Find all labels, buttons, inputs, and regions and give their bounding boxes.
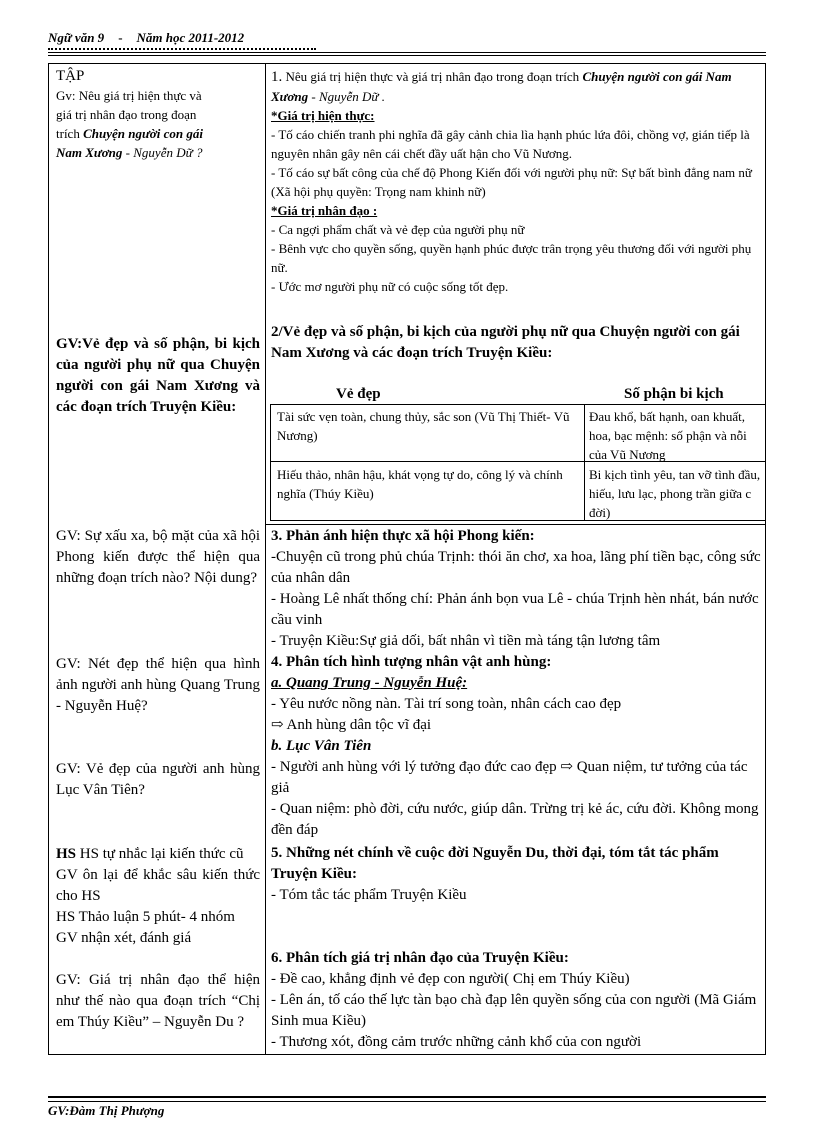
section-3-point: - Hoàng Lê nhất thống chí: Phản ánh bọn vua Lê - chúa Trịnh hèn nhát, bán nước cầu vinh: [271, 591, 759, 628]
section-5-title: 5. Những nét chính về cuộc đời Nguyễn Du, thời đại, tóm tắt tác phẩm Truyện Kiều:: [271, 845, 719, 882]
left-line: [56, 143, 260, 162]
left-block-1: [56, 67, 260, 162]
hero-b-point: - Quan niệm: phò đời, cứu nước, giúp dân. Trừng trị kẻ ác, cứu đời. Không mong đền đáp: [271, 801, 759, 838]
left-heading: TẬP: [56, 68, 85, 84]
left-question-2: GV:Vẻ đẹp và số phận, bi kịch của người phụ nữ qua Chuyện người con gái Nam Xương và các đoạn trích Truyện Kiều:: [56, 336, 260, 415]
section-6-title: 6. Phân tích giá trị nhân đạo của Truyện Kiều:: [271, 950, 569, 966]
left-activity-block: [56, 844, 260, 949]
section-3-point: -Chuyện cũ trong phủ chúa Trịnh: thói ăn chơ, xa hoa, lãng phí tiền bạc, công sức của nhân dân: [271, 549, 761, 586]
section-5-point: - Tóm tắc tác phẩm Truyện Kiều: [271, 887, 467, 903]
section-1-title: [271, 67, 761, 106]
section-5: [271, 843, 763, 906]
section-1-text: Nêu giá trị hiện thực và giá trị nhân đạo trong đoạn trích: [282, 69, 583, 84]
section-1-author: - Nguyễn Dữ .: [308, 89, 385, 104]
lesson-table: [48, 63, 766, 1055]
humanity-point: - Ca ngợi phẩm chất và vẻ đẹp của người phụ nữ: [271, 222, 525, 237]
left-line: Gv: Nêu giá trị hiện thực và: [56, 88, 202, 103]
inner-cell: Tài sức vẹn toàn, chung thủy, sắc son (Vũ Thị Thiết- Vũ Nương): [277, 409, 570, 443]
hero-b-text: Quan niệm, tư tưởng của tác giả: [271, 759, 748, 796]
header-double-rule: [48, 52, 766, 56]
left-text: HS tự nhắc lại kiến thức cũ: [79, 846, 244, 862]
left-title-em: Nam Xương: [56, 145, 123, 160]
footer-double-rule: [48, 1096, 766, 1102]
section-3: [271, 526, 763, 652]
left-activity: HS HS tự nhắc lại kiến thức cũ: [56, 846, 244, 862]
humanity-heading: *Giá trị nhân đạo :: [271, 203, 378, 218]
left-text: trích: [56, 126, 84, 141]
left-question-4: GV: Nét đẹp thể hiện qua hình ảnh người anh hùng Quang Trung - Nguyễn Huệ?: [56, 656, 260, 714]
arrow-right-icon: ⇨: [560, 759, 573, 775]
humanity-point: - Bênh vực cho quyền sống, quyền hạnh phúc được trân trọng yêu thương đối với người phụ nữ.: [271, 241, 752, 275]
inner-cell: Đau khổ, bất hạnh, oan khuất, hoa, bạc mệnh: số phận và nỗi của Vũ Nương: [589, 409, 747, 462]
hero-b-text: - Người anh hùng với lý tưởng đạo đức cao đẹp: [271, 759, 561, 775]
row-divider: [265, 524, 765, 525]
header-subject: Ngữ văn 9: [48, 30, 105, 45]
left-activity: HS Thảo luận 5 phút- 4 nhóm: [56, 909, 235, 925]
section-2-title: 2/Vẻ đẹp và số phận, bi kịch của người phụ nữ qua Chuyện người con gái Nam Xương và các đoạn trích Truyện Kiều:: [271, 324, 740, 361]
hero-b-title: b. Lục Vân Tiên: [271, 738, 372, 754]
header-separator: -: [118, 30, 123, 45]
inner-table-header-beauty: Vẻ đẹp: [336, 386, 381, 402]
left-line: giá trị nhân đạo trong đoạn: [56, 107, 197, 122]
inner-table-header-fate: Số phận bi kịch: [624, 386, 724, 402]
left-question-3: GV: Sự xấu xa, bộ mặt của xã hội Phong kiến được thể hiện qua những đoạn trích nào? Nội dung?: [56, 528, 260, 586]
hero-a-conclusion-text: Anh hùng dân tộc vĩ đại: [283, 717, 432, 733]
section-1: [271, 67, 761, 296]
hero-a-conclusion: [271, 715, 763, 736]
realism-point: - Tố cáo chiến tranh phi nghĩa đã gây cảnh chia lìa hạnh phúc lứa đôi, chồng vợ, gián tiếp là nguyên nhân gây nên cái chết đầy uất hận cho Vũ Nương.: [271, 127, 750, 161]
page-header: [48, 30, 244, 46]
header-dotted-rule: [48, 48, 316, 50]
inner-cell: Hiếu thảo, nhân hậu, khát vọng tự do, công lý và chính nghĩa (Thúy Kiều): [277, 467, 563, 501]
hero-b-point: [271, 757, 763, 799]
left-question-5: GV: Vẻ đẹp của người anh hùng Lục Vân Tiên?: [56, 761, 260, 798]
hero-a-point: - Yêu nước nồng nàn. Tài trí song toàn, nhân cách cao đẹp: [271, 696, 622, 712]
footer-teacher: GV:Đàm Thị Phượng: [48, 1103, 165, 1118]
section-6-point: - Lên án, tố cáo thế lực tàn bạo chà đạp lên quyền sống của con người (Mã Giám Sinh mua Kiều): [271, 992, 757, 1029]
left-text: - Nguyễn Dữ ?: [122, 145, 203, 160]
inner-table-column-line: [584, 405, 585, 520]
section-6: [271, 948, 763, 1053]
left-question-7: GV: Giá trị nhân đạo thể hiện như thế nào qua đoạn trích “Chị em Thúy Kiều” – Nguyễn Du ?: [56, 972, 260, 1030]
section-4: [271, 652, 763, 841]
hero-a-title: a. Quang Trung - Nguyễn Huệ:: [271, 675, 468, 691]
left-activity: GV nhận xét, đánh giá: [56, 930, 192, 946]
left-line: [56, 124, 260, 143]
arrow-right-icon: ⇨: [271, 717, 284, 733]
section-6-point: - Thương xót, đồng cảm trước những cảnh khổ của con người: [271, 1034, 642, 1050]
left-activity: GV ôn lại để khắc sâu kiến thức cho HS: [56, 867, 260, 904]
header-year: Năm học 2011-2012: [136, 30, 245, 45]
realism-point: - Tố cáo sự bất công của chế độ Phong Kiến đối với người phụ nữ: Sự bất bình đẳng nam nữ (Xã hội phụ quyền: Trọng nam khinh nữ): [271, 165, 752, 199]
inner-cell: Bi kịch tình yêu, tan vỡ tình đầu, hiếu, lưu lạc, phong trần giữa c đời): [589, 467, 761, 520]
column-separator: [265, 64, 266, 1054]
section-3-point: - Truyện Kiều:Sự giả dối, bất nhân vì tiền mà táng tận lương tâm: [271, 633, 661, 649]
realism-heading: *Giá trị hiện thực:: [271, 108, 375, 123]
inner-comparison-table: [270, 404, 766, 521]
section-6-point: - Đề cao, khẳng định vẻ đẹp con người( Chị em Thúy Kiều): [271, 971, 630, 987]
section-3-title: 3. Phản ánh hiện thực xã hội Phong kiến:: [271, 528, 535, 544]
left-title-em: Chuyện người con gái: [83, 126, 203, 141]
section-1-work-title: Chuyện người con gái Nam Xương: [271, 69, 732, 104]
section-4-title: 4. Phân tích hình tượng nhân vật anh hùng:: [271, 654, 552, 670]
humanity-point: - Ước mơ người phụ nữ có cuộc sống tốt đẹp.: [271, 279, 509, 294]
section-1-number: 1.: [271, 69, 283, 85]
